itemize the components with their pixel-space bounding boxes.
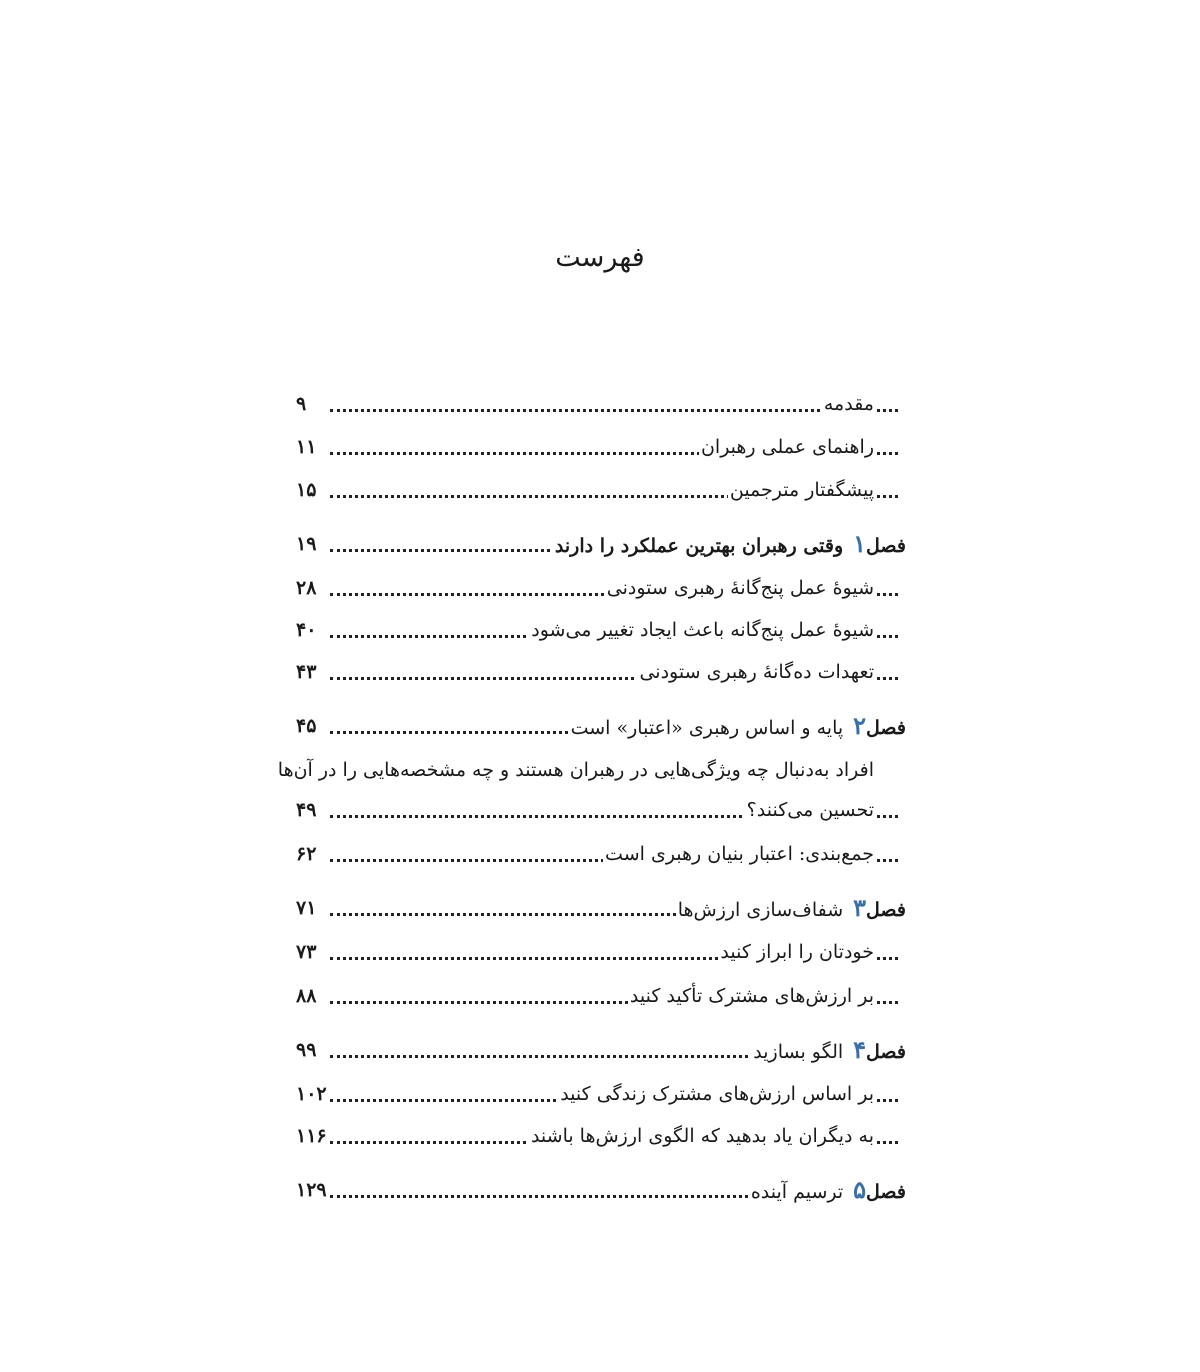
chapter-title: الگو بسازید bbox=[753, 1041, 844, 1063]
entry-title: شیوهٔ عمل پنج‌گانه باعث ایجاد تغییر می‌شود bbox=[529, 610, 874, 650]
toc-entry-practical-guide[interactable] bbox=[296, 427, 906, 467]
entry-title: مقدمه bbox=[822, 384, 874, 424]
toc-entry[interactable] bbox=[296, 932, 906, 972]
chapter-word: فصل bbox=[866, 1041, 906, 1063]
toc-entry-introduction[interactable] bbox=[296, 384, 906, 424]
page-number: ۴۹ bbox=[296, 799, 317, 821]
chapter-number: ۱ bbox=[853, 529, 867, 558]
page-number: ۱۱ bbox=[296, 436, 317, 458]
chapter-number: ۳ bbox=[853, 893, 867, 922]
chapter-heading bbox=[553, 524, 906, 564]
dot-leader bbox=[330, 409, 898, 412]
page-number: ۶۲ bbox=[296, 843, 317, 865]
chapter-word: فصل bbox=[866, 535, 906, 557]
page-number: ۴۵ bbox=[296, 715, 317, 737]
toc-entry[interactable] bbox=[296, 790, 906, 830]
toc-entry[interactable] bbox=[296, 652, 906, 692]
chapter-word: فصل bbox=[866, 717, 906, 739]
chapter-number: ۲ bbox=[853, 711, 867, 740]
entry-title: تعهدات ده‌گانهٔ رهبری ستودنی bbox=[637, 652, 874, 692]
page-number: ۱۲۹ bbox=[296, 1179, 327, 1201]
entry-title: پیشگفتار مترجمین bbox=[728, 470, 874, 510]
toc-entry[interactable] bbox=[296, 568, 906, 608]
toc-chapter-1[interactable] bbox=[296, 524, 906, 564]
page-number: ۷۱ bbox=[296, 897, 317, 919]
chapter-title: وقتی رهبران بهترین عملکرد را دارند bbox=[554, 535, 844, 557]
page-number: ۱۵ bbox=[296, 479, 317, 501]
toc-chapter-2[interactable] bbox=[296, 706, 906, 746]
page-number: ۱۹ bbox=[296, 533, 317, 555]
entry-title: به دیگران یاد بدهید که الگوی ارزش‌ها باشند bbox=[529, 1116, 874, 1156]
entry-title: خودتان را ابراز کنید bbox=[718, 932, 874, 972]
chapter-word: فصل bbox=[866, 1181, 906, 1203]
page-number: ۴۳ bbox=[296, 661, 317, 683]
chapter-title: ترسیم آینده bbox=[750, 1181, 844, 1203]
toc-chapter-4[interactable] bbox=[296, 1030, 906, 1070]
chapter-title: پایه و اساس رهبری «اعتبار» است bbox=[570, 717, 844, 739]
page-number: ۱۰۲ bbox=[296, 1083, 327, 1105]
chapter-number: ۴ bbox=[853, 1035, 867, 1064]
chapter-heading bbox=[569, 706, 906, 746]
toc-entry[interactable] bbox=[296, 834, 906, 874]
page-number: ۸۸ bbox=[296, 985, 317, 1007]
chapter-word: فصل bbox=[866, 899, 906, 921]
toc-entry[interactable] bbox=[296, 1116, 906, 1156]
toc-entry[interactable] bbox=[296, 976, 906, 1016]
toc-entry-translators-preface[interactable] bbox=[296, 470, 906, 510]
toc-entry[interactable] bbox=[296, 610, 906, 650]
entry-title: بر ارزش‌های مشترک تأکید کنید bbox=[628, 976, 874, 1016]
entry-title: شیوهٔ عمل پنج‌گانهٔ رهبری ستودنی bbox=[605, 568, 874, 608]
entry-title: جمع‌بندی: اعتبار بنیان رهبری است bbox=[603, 834, 874, 874]
page-number: ۲۸ bbox=[296, 577, 317, 599]
page-number: ۴۰ bbox=[296, 619, 317, 641]
chapter-heading bbox=[676, 888, 906, 928]
toc-chapter-5[interactable] bbox=[296, 1170, 906, 1210]
toc-entry[interactable] bbox=[296, 1074, 906, 1114]
page-number: ۹۹ bbox=[296, 1039, 317, 1061]
entry-title: راهنمای عملی رهبران bbox=[699, 427, 874, 467]
chapter-number: ۵ bbox=[853, 1175, 867, 1204]
chapter-heading bbox=[749, 1170, 906, 1210]
entry-title: بر اساس ارزش‌های مشترک زندگی کنید bbox=[558, 1074, 874, 1114]
chapter-heading bbox=[751, 1030, 906, 1070]
page-title: فهرست bbox=[555, 242, 645, 273]
chapter-title: شفاف‌سازی ارزش‌ها bbox=[677, 899, 844, 921]
entry-title-line1: افراد به‌دنبال چه ویژگی‌هایی در رهبران هستند و چه مشخصه‌هایی را در آن‌ها bbox=[277, 759, 874, 781]
page-number: ۹ bbox=[296, 393, 307, 415]
entry-title: تحسین می‌کنند؟ bbox=[745, 790, 874, 830]
toc-chapter-3[interactable] bbox=[296, 888, 906, 928]
page-number: ۱۱۶ bbox=[296, 1125, 327, 1147]
page-number: ۷۳ bbox=[296, 941, 317, 963]
